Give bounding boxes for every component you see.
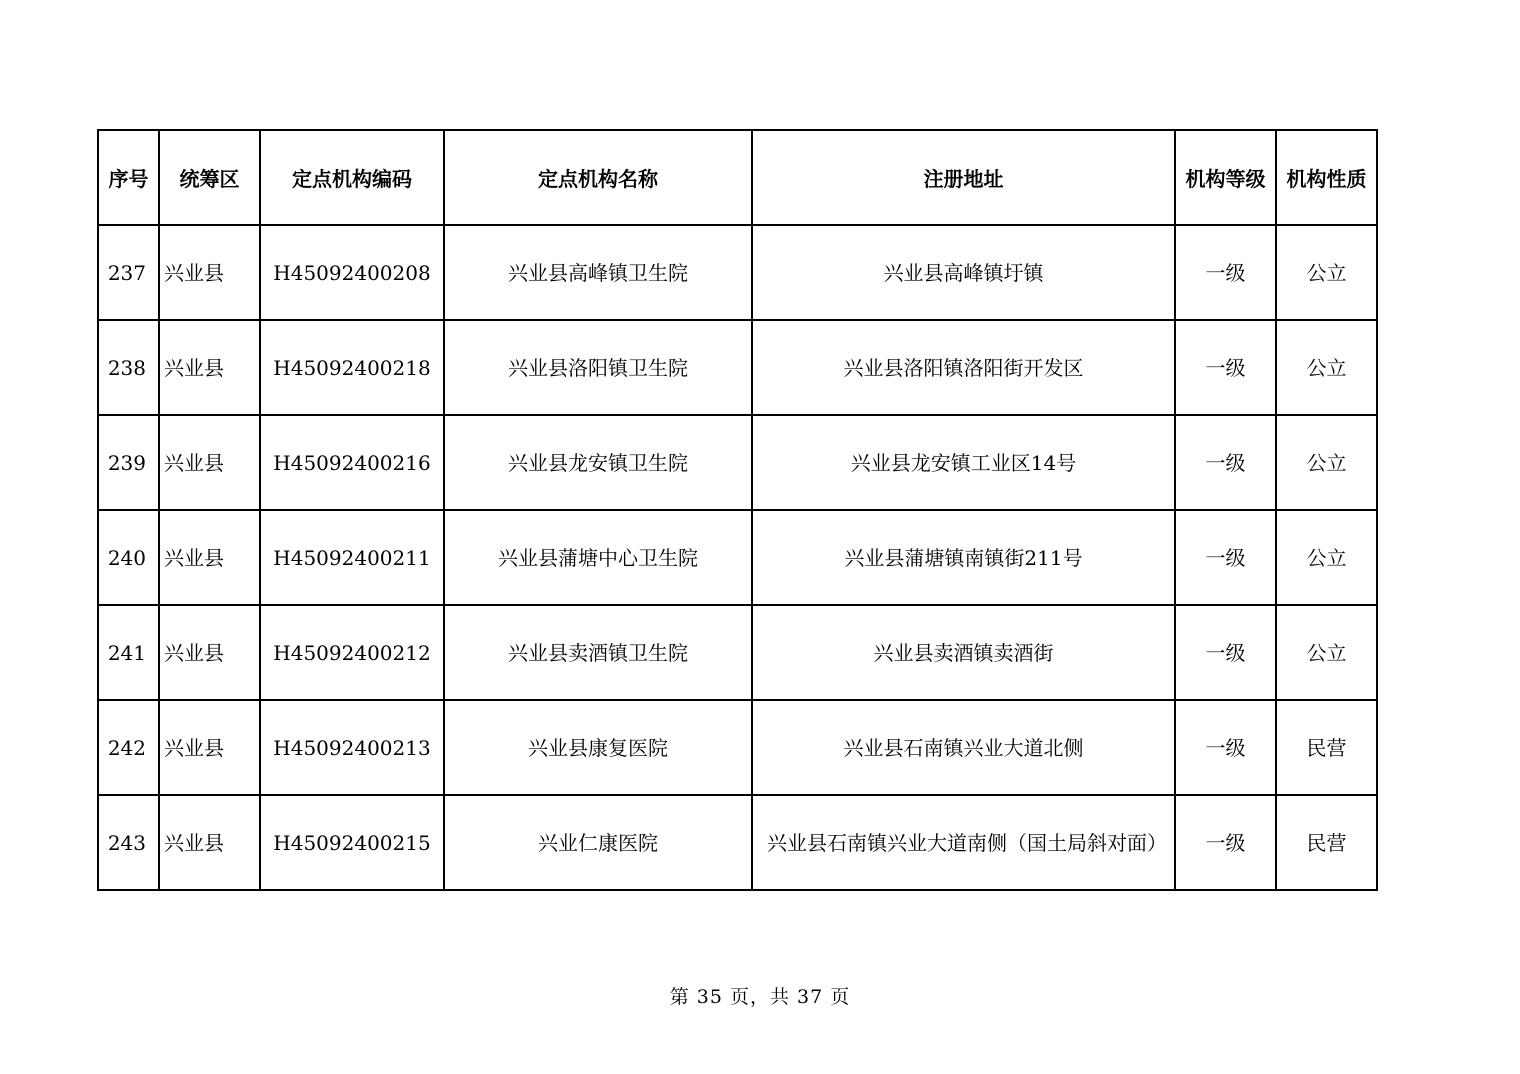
table-header-row <box>98 130 1377 225</box>
cell-nature: 公立 <box>1276 415 1377 510</box>
cell-code: H45092400211 <box>260 510 444 605</box>
table-row <box>98 225 1377 320</box>
table-row <box>98 700 1377 795</box>
header-level: 机构等级 <box>1175 130 1276 225</box>
cell-address: 兴业县蒲塘镇南镇街211号 <box>752 510 1175 605</box>
cell-level: 一级 <box>1175 320 1276 415</box>
table-row <box>98 605 1377 700</box>
cell-level: 一级 <box>1175 415 1276 510</box>
cell-district: 兴业县 <box>159 795 260 890</box>
cell-nature: 民营 <box>1276 700 1377 795</box>
cell-nature: 公立 <box>1276 605 1377 700</box>
cell-nature: 公立 <box>1276 225 1377 320</box>
cell-address: 兴业县石南镇兴业大道南侧（国土局斜对面） <box>752 795 1175 890</box>
header-nature: 机构性质 <box>1276 130 1377 225</box>
cell-seq: 238 <box>98 320 159 415</box>
header-address: 注册地址 <box>752 130 1175 225</box>
cell-code: H45092400218 <box>260 320 444 415</box>
cell-name: 兴业县康复医院 <box>444 700 752 795</box>
cell-address: 兴业县高峰镇圩镇 <box>752 225 1175 320</box>
cell-address: 兴业县卖酒镇卖酒街 <box>752 605 1175 700</box>
cell-district: 兴业县 <box>159 415 260 510</box>
cell-seq: 237 <box>98 225 159 320</box>
cell-name: 兴业县龙安镇卫生院 <box>444 415 752 510</box>
cell-code: H45092400215 <box>260 795 444 890</box>
cell-district: 兴业县 <box>159 225 260 320</box>
cell-name: 兴业县洛阳镇卫生院 <box>444 320 752 415</box>
cell-seq: 243 <box>98 795 159 890</box>
cell-address: 兴业县石南镇兴业大道北侧 <box>752 700 1175 795</box>
cell-level: 一级 <box>1175 510 1276 605</box>
cell-level: 一级 <box>1175 795 1276 890</box>
cell-address: 兴业县龙安镇工业区14号 <box>752 415 1175 510</box>
table-row <box>98 415 1377 510</box>
cell-nature: 公立 <box>1276 320 1377 415</box>
institution-table <box>97 129 1378 891</box>
cell-level: 一级 <box>1175 225 1276 320</box>
cell-nature: 公立 <box>1276 510 1377 605</box>
cell-district: 兴业县 <box>159 700 260 795</box>
cell-district: 兴业县 <box>159 510 260 605</box>
cell-code: H45092400213 <box>260 700 444 795</box>
cell-level: 一级 <box>1175 605 1276 700</box>
table-row <box>98 510 1377 605</box>
cell-district: 兴业县 <box>159 605 260 700</box>
cell-name: 兴业县卖酒镇卫生院 <box>444 605 752 700</box>
header-district: 统筹区 <box>159 130 260 225</box>
cell-seq: 241 <box>98 605 159 700</box>
table-row <box>98 320 1377 415</box>
cell-level: 一级 <box>1175 700 1276 795</box>
cell-name: 兴业仁康医院 <box>444 795 752 890</box>
table-row <box>98 795 1377 890</box>
cell-code: H45092400216 <box>260 415 444 510</box>
cell-code: H45092400212 <box>260 605 444 700</box>
header-code: 定点机构编码 <box>260 130 444 225</box>
header-name: 定点机构名称 <box>444 130 752 225</box>
cell-seq: 240 <box>98 510 159 605</box>
cell-seq: 239 <box>98 415 159 510</box>
header-seq: 序号 <box>98 130 159 225</box>
cell-nature: 民营 <box>1276 795 1377 890</box>
cell-seq: 242 <box>98 700 159 795</box>
cell-district: 兴业县 <box>159 320 260 415</box>
cell-name: 兴业县高峰镇卫生院 <box>444 225 752 320</box>
cell-address: 兴业县洛阳镇洛阳街开发区 <box>752 320 1175 415</box>
cell-code: H45092400208 <box>260 225 444 320</box>
cell-name: 兴业县蒲塘中心卫生院 <box>444 510 752 605</box>
page-number: 第 35 页，共 37 页 <box>669 986 851 1008</box>
